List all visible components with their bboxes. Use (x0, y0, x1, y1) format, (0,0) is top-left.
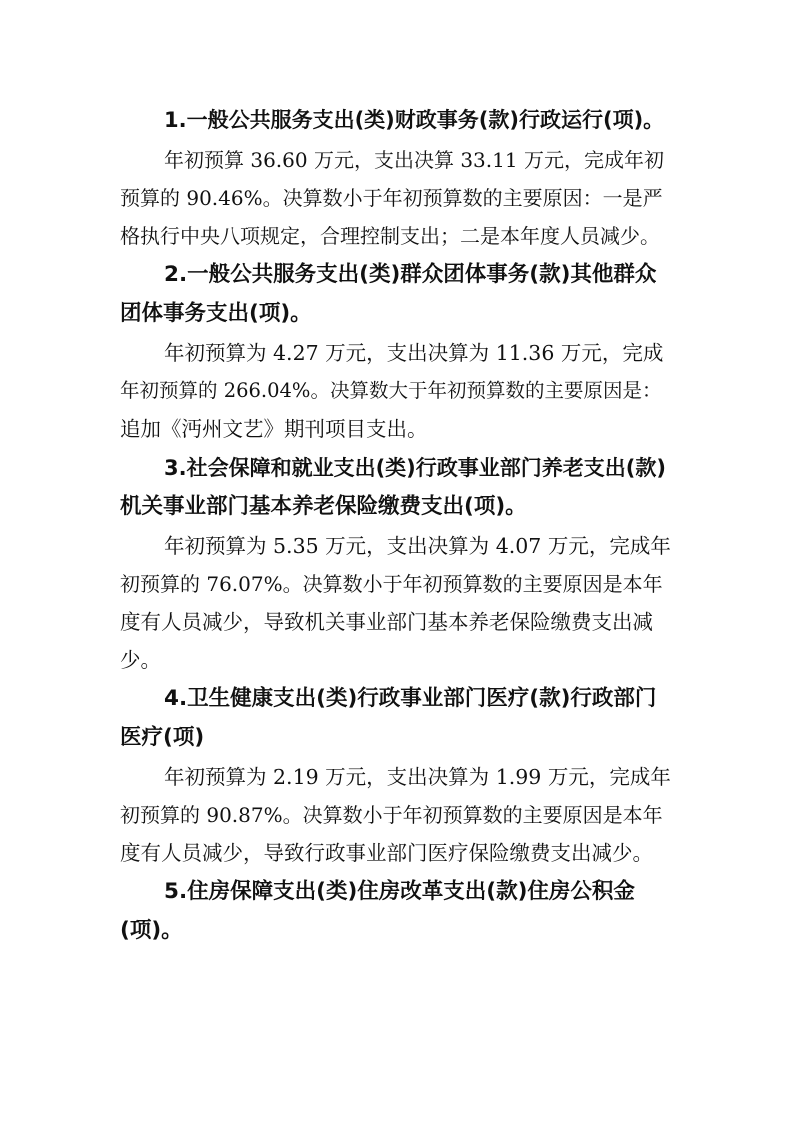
section-1-body-line-1: 年初预算 36.60 万元，支出决算 33.11 万元，完成年初 (164, 148, 664, 172)
section-2-body-line-2: 年初预算的 266.04%。决算数大于年初预算数的主要原因是： (120, 379, 662, 402)
section-1-body-line-3: 格执行中央八项规定，合理控制支出；二是本年度人员减少。 (120, 224, 660, 248)
section-2-body-line-1: 年初预算为 4.27 万元，支出决算为 11.36 万元，完成 (164, 341, 664, 365)
section-4-body-line-2: 初预算的 90.87%。决算数小于年初预算数的主要原因是本年 (120, 803, 663, 827)
section-2-body-line-3: 追加《沔州文艺》期刊项目支出。 (120, 417, 428, 441)
section-1-heading-line-1: 1.一般公共服务支出(类)财政事务(款)行政运行(项)。 (164, 108, 665, 132)
section-4-heading-line-1: 4.卫生健康支出(类)行政事业部门医疗(款)行政部门 (164, 686, 657, 711)
section-3-body-line-4: 少。 (120, 648, 161, 672)
section-5-heading-line-1: 5.住房保障支出(类)住房改革支出(款)住房公积金 (164, 879, 635, 904)
section-2-heading-line-2: 团体事务支出(项)。 (120, 301, 312, 326)
section-2-heading-line-1: 2.一般公共服务支出(类)群众团体事务(款)其他群众 (164, 262, 657, 287)
section-3-body-line-1: 年初预算为 5.35 万元，支出决算为 4.07 万元，完成年 (164, 534, 671, 558)
section-3-body-line-2: 初预算的 76.07%。决算数小于年初预算数的主要原因是本年 (120, 572, 663, 596)
section-3-body-line-3: 度有人员减少，导致机关事业部门基本养老保险缴费支出减 (120, 610, 653, 634)
section-3-heading-line-1: 3.社会保障和就业支出(类)行政事业部门养老支出(款) (164, 456, 666, 480)
section-3-heading-line-2: 机关事业部门基本养老保险缴费支出(项)。 (120, 494, 527, 519)
section-1-body-line-2: 预算的 90.46%。决算数小于年初预算数的主要原因：一是严 (120, 186, 663, 210)
section-5-heading-line-2: (项)。 (120, 918, 183, 943)
section-4-heading-line-2: 医疗(项) (120, 725, 205, 750)
section-4-body-line-1: 年初预算为 2.19 万元，支出决算为 1.99 万元，完成年 (164, 765, 671, 789)
section-4-body-line-3: 度有人员减少，导致行政事业部门医疗保险缴费支出减少。 (120, 841, 653, 865)
